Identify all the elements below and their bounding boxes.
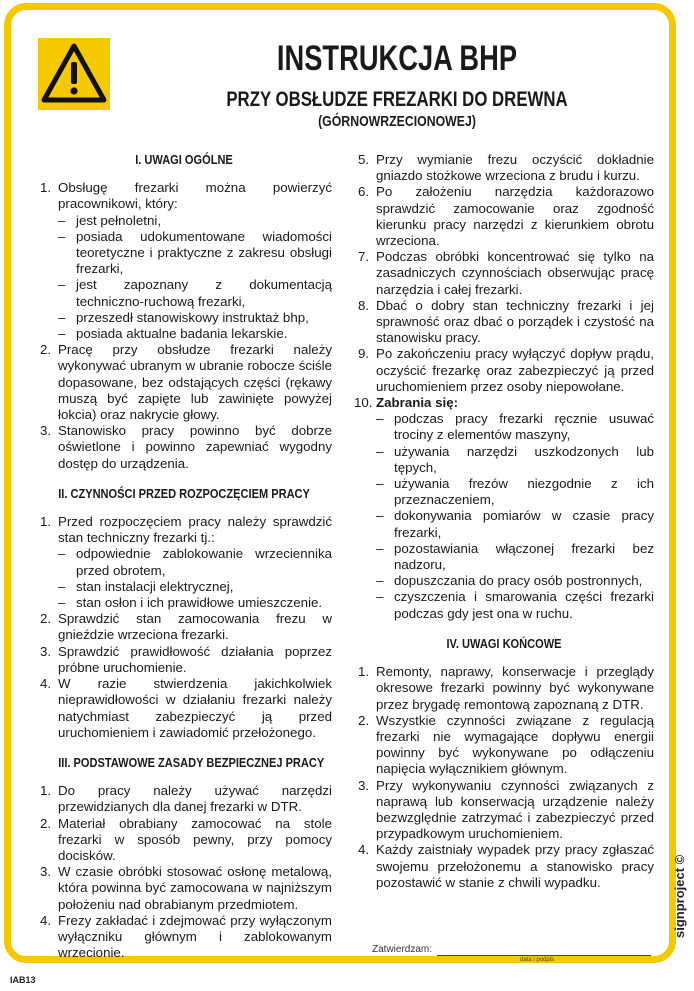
list-item (354, 713, 654, 778)
item-text: W czasie obróbki stosować osłonę metalową, która powinna być zamocowana w najniższym położeniu nad obrabianym przedmiotem. (58, 864, 332, 912)
item-number: 1. (40, 783, 52, 799)
list-item (36, 676, 332, 741)
item-text: Stanowisko pracy powinno być dobrze oświetlone i powinno zapewniać wygodny dostęp do urządzenia. (58, 423, 332, 471)
section-title: I. UWAGI OGÓLNE (135, 152, 233, 167)
sub-item: – używania narzędzi uszkodzonych lub tępych, (376, 444, 654, 476)
sub-item: – stan osłon i ich prawidłowe umieszczenie. (58, 595, 332, 611)
list-item (36, 514, 332, 611)
list-item (354, 298, 654, 347)
item-text: Frezy zakładać i zdejmować przy wyłączonym wyłączniku głównym i zablokowanym wrzecionie. (58, 912, 332, 961)
list-item (354, 249, 654, 298)
sub-item: – odpowiednie zablokowanie wrzeciennika przed obrotem, (58, 546, 332, 578)
sub-item: – stan instalacji elektrycznej, (58, 579, 332, 595)
item-text: Remonty, naprawy, konserwacje i przeglądy okresowe frezarki powinny być wykonywane przez brygadę remontową zapoznaną z DTR. (376, 664, 654, 712)
item-text: Każdy zaistniały wypadek przy pracy zgłaszać swojemu przełożonemu a stanowisko pracy pozostawić w stanie z chwili wypadku. (376, 842, 654, 890)
item-text: Dbać o dobry stan techniczny frezarki i jej sprawność oraz dbać o porządek i czystość na stanowisku pracy. (376, 297, 654, 346)
sub-list (58, 546, 332, 611)
signature-line (437, 955, 651, 956)
item-text: Sprawdzić prawidłowość działania poprzez próbne uruchomienie. (58, 643, 332, 675)
item-text: Przy wykonywaniu czynności związanych z naprawą lub konserwacją urządzenie należy bezwzględnie zatrzymać i zabezpieczyć przed przypadkowym uruchomieniem. (376, 777, 654, 842)
sub-item: – posiada aktualne badania lekarskie. (58, 326, 332, 342)
item-number: 8. (358, 297, 370, 313)
item-number: 1. (40, 514, 52, 530)
item-text: Sprawdzić stan zamocowania frezu w gnieździe wrzeciona frezarki. (58, 611, 332, 643)
item-number: 3. (40, 864, 52, 880)
item-text: Pracę przy obsłudze frezarki należy wykonywać ubranym w ubranie robocze ściśle dopasowane, bez odstających części (rękawy muszą być zapięte lub zawinięte powyżej łokcia) oraz nakrycie głowy. (58, 342, 332, 423)
list-item (36, 913, 332, 962)
warning-triangle-icon (38, 38, 110, 110)
sub-item: – dokonywania pomiarów w czasie pracy frezarki, (376, 508, 654, 540)
list-item (36, 423, 332, 472)
item-number: 6. (358, 184, 370, 200)
list-item (354, 152, 654, 184)
section-4-list (354, 664, 654, 891)
page-subtitle: PRZY OBSŁUDZE FREZARKI DO DREWNA (226, 88, 568, 111)
sub-item: – dopuszczania do pracy osób postronnych, (376, 573, 654, 589)
item-number: 10. (354, 395, 373, 411)
page-title: INSTRUKCJA BHP (276, 39, 518, 78)
item-text: Po założeniu narzędzia każdorazowo sprawdzić zamocowanie oraz zgodność kierunku pracy narzędzi z kierunkiem obrotu wrzeciona. (376, 184, 654, 249)
sub-item: – przeszedł stanowiskowy instruktaż bhp, (58, 310, 332, 326)
item-text: Do pracy należy używać narzędzi przewidzianych dla danej frezarki w DTR. (58, 783, 332, 815)
sub-list (58, 213, 332, 343)
section-1-list (36, 180, 332, 472)
list-item (354, 842, 654, 891)
list-item (36, 644, 332, 676)
section-title: IV. UWAGI KOŃCOWE (446, 635, 562, 651)
item-text: Przy wymianie frezu oczyścić dokładnie gniazdo stożkowe wrzeciona z brudu i kurzu. (376, 152, 654, 184)
sub-list (376, 411, 654, 622)
left-column (36, 152, 332, 961)
sub-item: – jest zapoznany z dokumentacją techniczno-ruchową frezarki, (58, 277, 332, 309)
list-item (354, 664, 654, 713)
item-text: Wszystkie czynności związane z regulacją frezarki nie wymagające dopływu energii powinny być wykonywane po odłączeniu napięcia wyłącznikiem głównym. (376, 712, 654, 777)
item-number: 4. (358, 842, 370, 858)
item-text: Podczas obróbki koncentrować się tylko na zasadniczych czynnościach obserwując pracę narzędzia i całej frezarki. (376, 249, 654, 297)
section-title: III. PODSTAWOWE ZASADY BEZPIECZNEJ PRACY (58, 754, 325, 770)
item-number: 2. (40, 815, 52, 831)
section-3-list-part-2 (354, 152, 654, 622)
item-number: 2. (40, 611, 52, 627)
sub-item: – jest pełnoletni, (58, 213, 332, 229)
item-text: Obsługę frezarki można powierzyć pracownikowi, który: (58, 180, 332, 212)
item-text: W razie stwierdzenia jakichkolwiek nieprawidłowości w działaniu frezarki należy natychmiast zabezpieczyć ją przed uruchomieniem i zawiadomić przełożonego. (58, 676, 332, 740)
list-item (36, 864, 332, 913)
product-code: IAB13 (10, 975, 36, 985)
list-item (36, 180, 332, 342)
item-number: 3. (358, 777, 370, 793)
item-number: 3. (40, 643, 52, 659)
item-number: 9. (358, 346, 370, 362)
item-number: 4. (40, 912, 52, 928)
list-item (36, 816, 332, 865)
item-number: 4. (40, 676, 52, 692)
item-number: 3. (40, 423, 52, 439)
section-3-list-part-1 (36, 783, 332, 961)
list-item (354, 184, 654, 249)
item-number: 1. (40, 180, 52, 196)
approve-label: Zatwierdzam: (372, 944, 433, 955)
item-text: Po zakończeniu pracy wyłączyć dopływ prądu, oczyścić frezarkę oraz zabezpieczyć ją przed uruchomieniem przez osoby niepowołane. (376, 346, 654, 394)
section-2-list (36, 514, 332, 741)
sub-item: – pozostawiania włączonej frezarki bez nadzoru, (376, 541, 654, 573)
list-item (36, 611, 332, 643)
sub-item: – czyszczenia i smarowania części frezarki podczas gdy jest ona w ruchu. (376, 589, 654, 621)
item-number: 2. (40, 342, 52, 358)
right-column (354, 152, 654, 891)
item-text: Materiał obrabiany zamocować na stole frezarki w sposób pewny, przy pomocy docisków. (58, 815, 332, 863)
section-title: II. CZYNNOŚCI PRZED ROZPOCZĘCIEM PRACY (58, 485, 310, 501)
item-number: 2. (358, 712, 370, 728)
list-item (36, 783, 332, 815)
page-subtitle-note: (GÓRNOWRZECIONOWEJ) (318, 113, 476, 130)
list-item (354, 395, 654, 622)
item-text: Zabrania się: (376, 395, 459, 411)
list-item (354, 778, 654, 843)
signature-note: data i podpis (520, 957, 555, 963)
sub-item: – podczas pracy frezarki ręcznie usuwać trociny z elementów maszyny, (376, 411, 654, 443)
item-text: Przed rozpoczęciem pracy należy sprawdzić stan techniczny frezarki tj.: (58, 514, 332, 546)
list-item (36, 342, 332, 423)
warning-sign (38, 38, 110, 110)
item-number: 5. (358, 152, 370, 167)
brand-mark: signproject © (672, 854, 687, 938)
sub-item: – posiada udokumentowane wiadomości teoretyczne i praktyczne z zakresu obsługi frezarki, (58, 229, 332, 278)
item-number: 1. (358, 664, 370, 680)
sub-item: – używania frezów niezgodnie z ich przeznaczeniem, (376, 476, 654, 508)
list-item (354, 346, 654, 395)
item-number: 7. (358, 249, 370, 265)
